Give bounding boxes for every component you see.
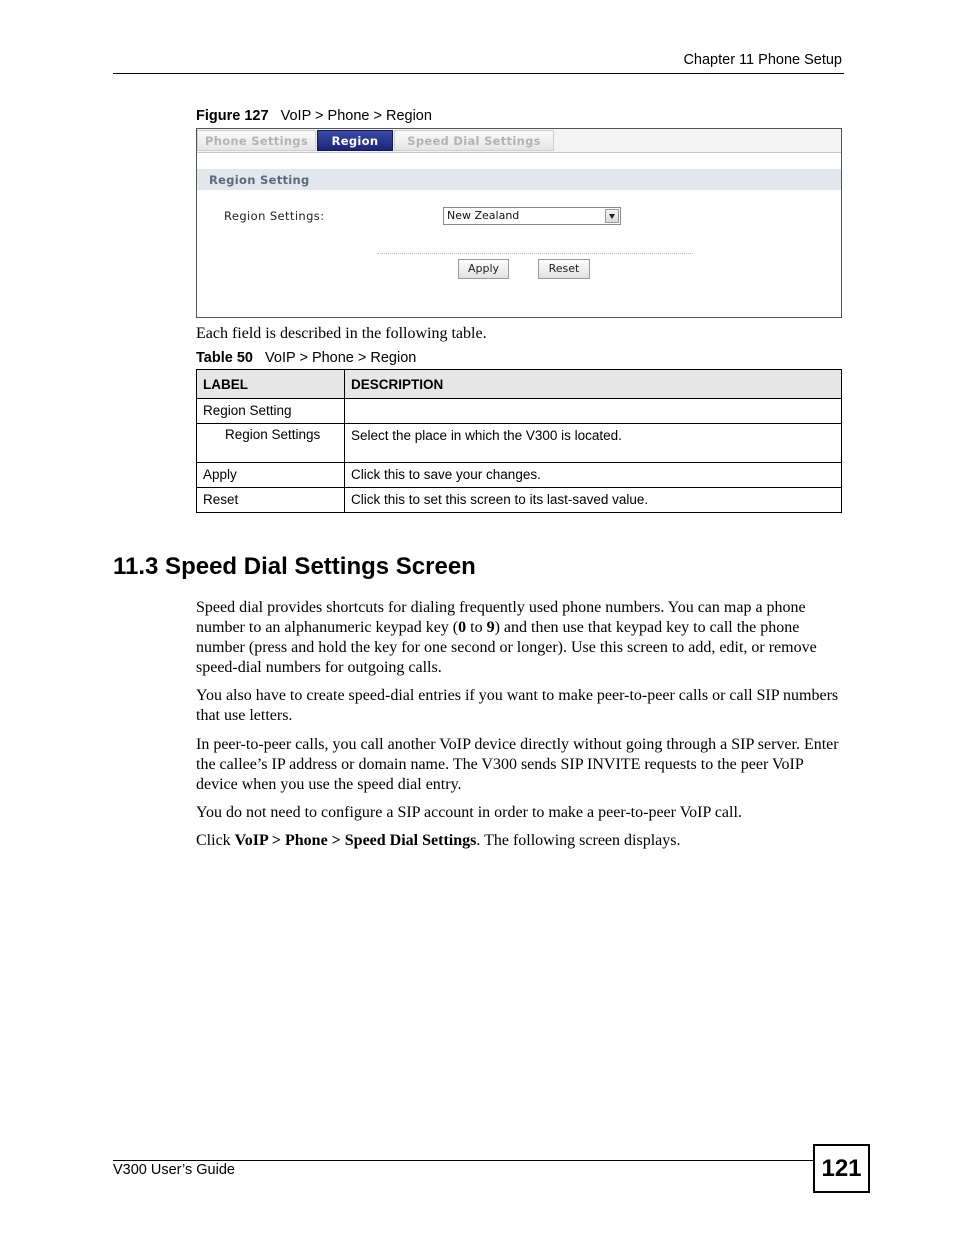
figure-caption (196, 108, 432, 124)
tab-speed-dial-settings[interactable]: Speed Dial Settings (394, 130, 554, 151)
figure-caption-text: VoIP > Phone > Region (280, 108, 432, 124)
menu-path: VoIP > Phone > Speed Dial Settings (234, 832, 477, 849)
text-run: Speed dial provides shortcuts for dialing frequently used phone numbers. You can map a phone number to an alphanumeric keypad key ( (196, 599, 806, 636)
footer-rule (113, 1160, 814, 1161)
text-run: . The following screen displays. (476, 832, 681, 849)
table-cell-label: Region Settings (197, 424, 345, 463)
reset-button[interactable]: Reset (538, 259, 590, 279)
table-caption-text: VoIP > Phone > Region (265, 350, 417, 366)
text-run: to (466, 619, 487, 636)
text-run: Click (196, 832, 235, 849)
figure-label: Figure 127 (196, 108, 269, 124)
table-cell-description: Click this to save your changes. (345, 463, 842, 488)
bold-text: 0 (458, 619, 467, 636)
paragraph-peer-to-peer: You also have to create speed-dial entries if you want to make peer-to-peer calls or call SIP numbers that use letters. (196, 687, 839, 724)
paragraph-speed-dial (196, 598, 842, 678)
section-title: Region Setting (209, 173, 310, 187)
region-select[interactable] (443, 207, 621, 225)
description-table (196, 369, 842, 513)
chevron-down-icon[interactable] (605, 209, 619, 223)
table-cell-description: Select the place in which the V300 is located. (345, 424, 842, 463)
table-cell-label: Reset (197, 488, 345, 513)
table-cell-description: Click this to set this screen to its last-saved value. (345, 488, 842, 513)
table-row (197, 399, 842, 424)
dotted-divider (377, 253, 693, 254)
paragraph-sip-invite: In peer-to-peer calls, you call another VoIP device directly without going through a SIP server. Enter the callee’s IP address or domain name. The V300 sends SIP INVITE requests to the peer VoIP device when you use the speed dial entry. (196, 736, 839, 793)
footer-guide-title: V300 User’s Guide (113, 1162, 235, 1178)
header-rule (113, 73, 844, 74)
page-number: 121 (813, 1144, 870, 1193)
region-select-value: New Zealand (447, 209, 520, 222)
section-heading: 11.3 Speed Dial Settings Screen (113, 553, 476, 580)
table-row (197, 488, 842, 513)
tab-region[interactable]: Region (317, 130, 393, 151)
table-label: Table 50 (196, 350, 253, 366)
table-caption (196, 350, 416, 366)
text-run: ) and then use that keypad key to call the phone number (press and hold the key for one second or longer). Use this screen to add, edit, or remove speed-dial numbers for outgoing calls. (196, 619, 817, 676)
table-cell-description (345, 399, 842, 424)
region-settings-label: Region Settings: (224, 209, 325, 223)
chapter-header: Chapter 11 Phone Setup (683, 52, 842, 68)
column-header-description: DESCRIPTION (345, 370, 842, 399)
apply-button[interactable]: Apply (458, 259, 509, 279)
paragraph-click-instruction (196, 831, 842, 851)
table-cell-label: Region Setting (197, 399, 345, 424)
table-row (197, 463, 842, 488)
tab-bar (197, 129, 841, 153)
paragraph-sip-account: You do not need to configure a SIP account in order to make a peer-to-peer VoIP call. (196, 804, 742, 821)
table-header-row (197, 370, 842, 399)
bold-text: 9 (486, 619, 495, 636)
column-header-label: LABEL (197, 370, 345, 399)
tab-phone-settings[interactable]: Phone Settings (197, 130, 316, 151)
table-cell-label: Apply (197, 463, 345, 488)
table-row (197, 424, 842, 463)
intro-text: Each field is described in the following table. (196, 325, 487, 342)
region-screen-figure (196, 128, 842, 318)
